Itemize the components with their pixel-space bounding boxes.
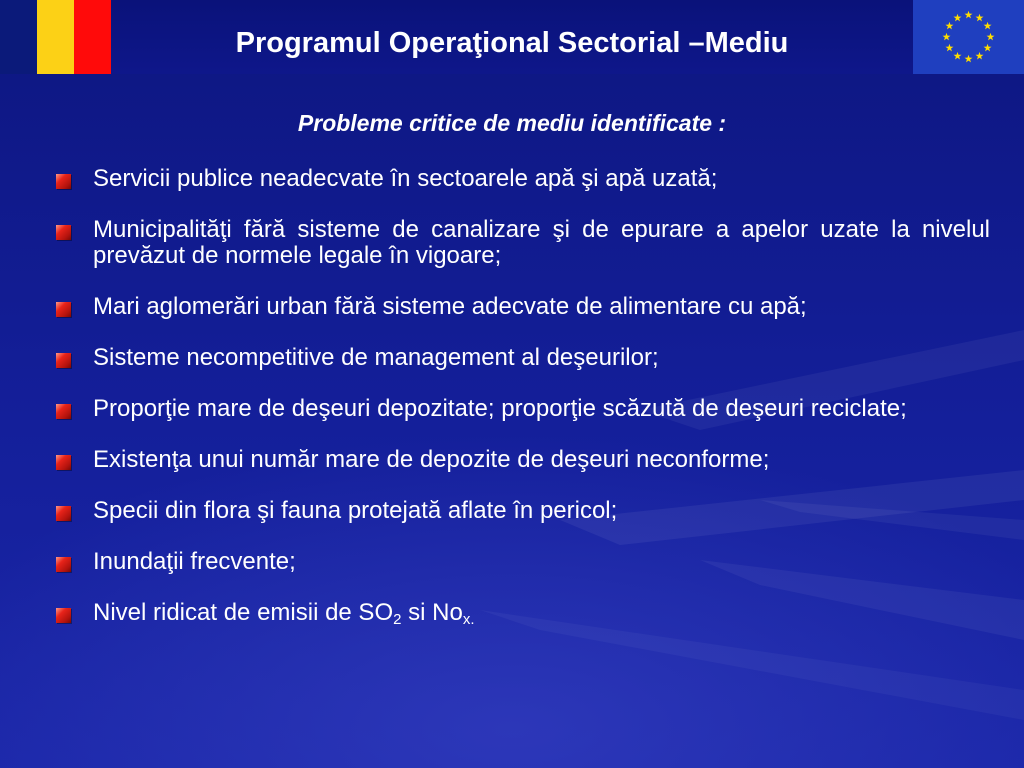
bullet-text-part: Nivel ridicat de emisii de SO bbox=[93, 599, 394, 626]
bullet-text: Sisteme necompetitive de management al deşeurilor; bbox=[93, 344, 659, 371]
bullet-text: Specii din flora şi fauna protejată aflate în pericol; bbox=[93, 497, 618, 524]
flag-stripe-blue bbox=[0, 0, 37, 74]
page-subtitle: Probleme critice de mediu identificate : bbox=[297, 110, 727, 136]
subscript-x: x. bbox=[462, 611, 475, 628]
bullet-item bbox=[56, 447, 990, 473]
bullet-item bbox=[56, 217, 990, 269]
bullet-item bbox=[56, 549, 990, 575]
bullet-text: Servicii publice neadecvate în sectoarele apă şi apă uzată; bbox=[93, 165, 718, 192]
bullet-text: Municipalităţi fără sisteme de canalizare şi de epurare a apelor uzate la nivelul prevăzut de normele legale în vigoare; bbox=[93, 216, 990, 269]
bullet-item bbox=[56, 600, 990, 626]
red-square-bullet-icon bbox=[56, 174, 71, 189]
red-square-bullet-icon bbox=[56, 608, 71, 623]
red-square-bullet-icon bbox=[56, 404, 71, 419]
page-title: Programul Operaţional Sectorial –Mediu bbox=[235, 27, 789, 59]
bullet-text: Proporţie mare de deşeuri depozitate; proporţie scăzută de deşeuri reciclate; bbox=[93, 395, 907, 422]
red-square-bullet-icon bbox=[56, 353, 71, 368]
bullet-list bbox=[56, 166, 990, 651]
flag-stripe-red bbox=[74, 0, 111, 74]
bullet-text: Inundaţii frecvente; bbox=[93, 548, 296, 575]
red-square-bullet-icon bbox=[56, 225, 71, 240]
flag-stripe-yellow bbox=[37, 0, 74, 74]
red-square-bullet-icon bbox=[56, 302, 71, 317]
bullet-item bbox=[56, 345, 990, 371]
bullet-item bbox=[56, 396, 990, 422]
romania-flag-icon bbox=[0, 0, 111, 74]
eu-flag-icon bbox=[913, 0, 1024, 74]
bullet-item bbox=[56, 294, 990, 320]
bullet-text: Mari aglomerări urban fără sisteme adecvate de alimentare cu apă; bbox=[93, 293, 807, 320]
bullet-text bbox=[93, 599, 474, 626]
red-square-bullet-icon bbox=[56, 506, 71, 521]
red-square-bullet-icon bbox=[56, 557, 71, 572]
subscript-2: 2 bbox=[393, 611, 402, 628]
bullet-item bbox=[56, 166, 990, 192]
bullet-item bbox=[56, 498, 990, 524]
bullet-text-part: si No bbox=[401, 599, 463, 626]
bullet-text: Existenţa unui număr mare de depozite de deşeuri neconforme; bbox=[93, 446, 770, 473]
red-square-bullet-icon bbox=[56, 455, 71, 470]
